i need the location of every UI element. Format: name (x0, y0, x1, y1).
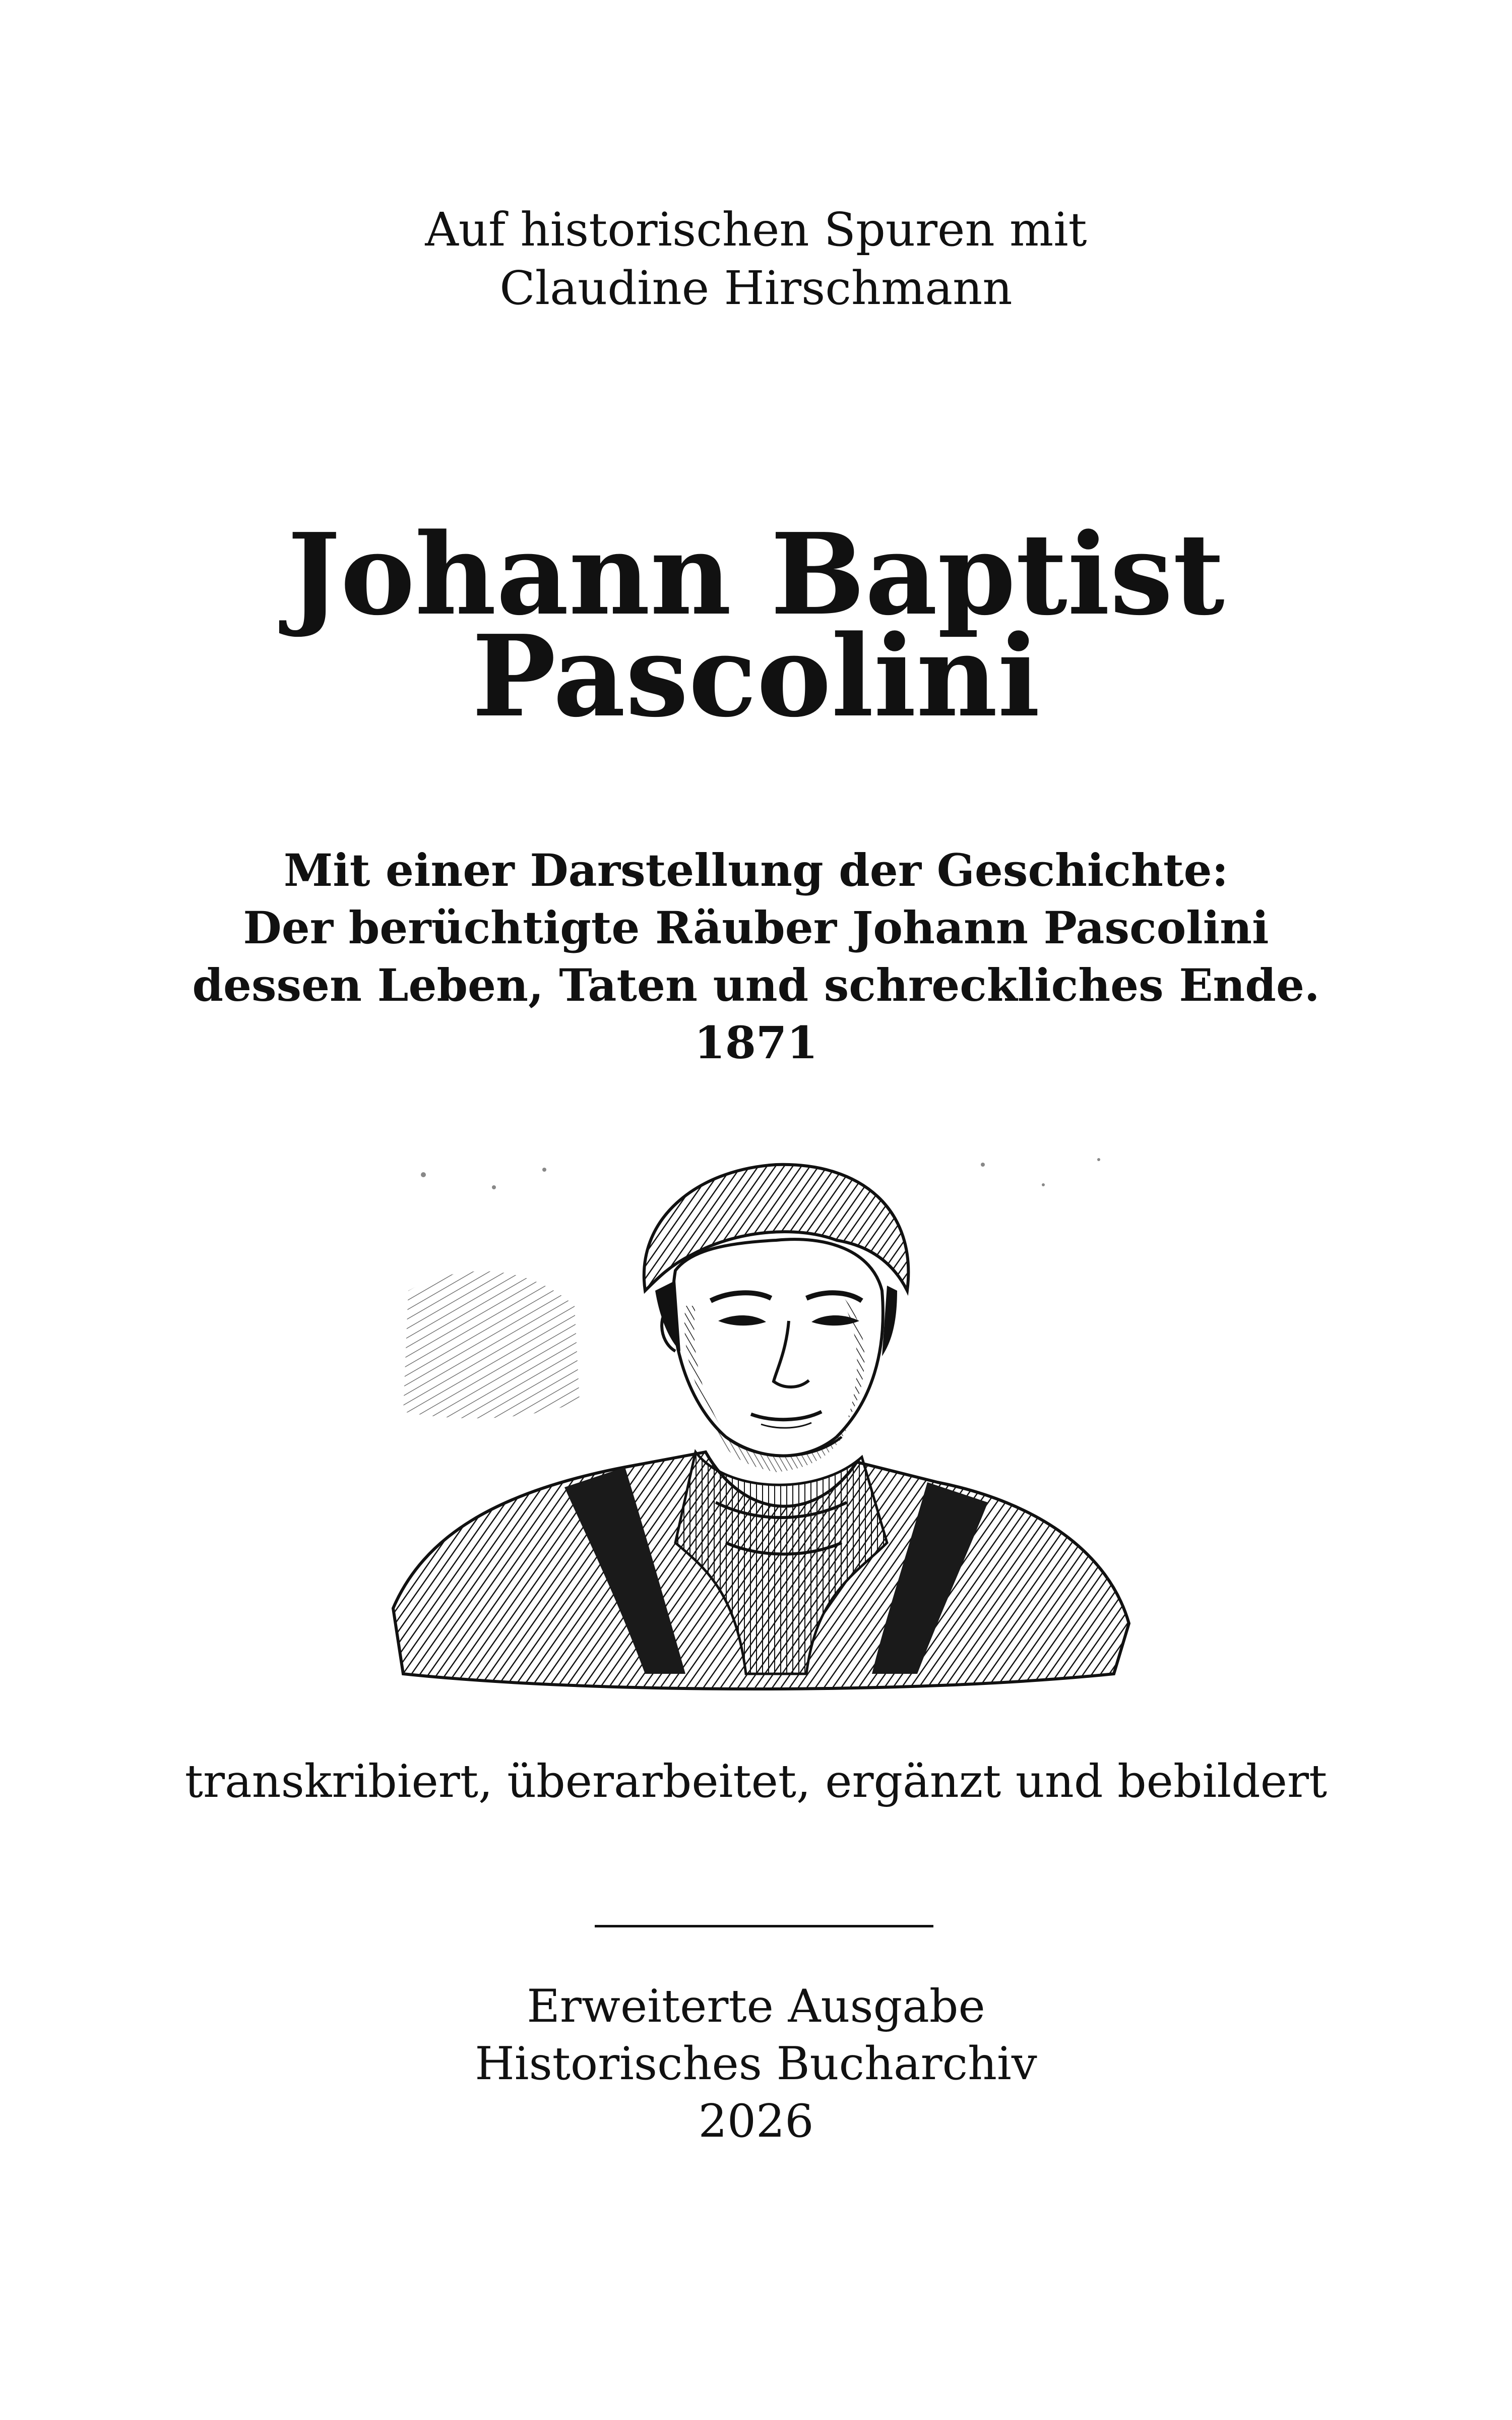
subtitle-line-3: dessen Leben, Taten und schreckliches Ende. (192, 959, 1320, 1011)
title-line-2: Pascolini (472, 611, 1040, 742)
portrait-engraving (363, 1139, 1159, 1704)
subtitle-line-2: Der berüchtigte Räuber Johann Pascolini (243, 901, 1269, 954)
intro-line-2: Claudine Hirschmann (499, 261, 1013, 315)
divider-rule (595, 1925, 933, 1927)
credit-line: transkribiert, überarbeitet, ergänzt und bebildert (184, 1755, 1328, 1808)
imprint-year: 2026 (698, 2095, 814, 2148)
subtitle-line-1: Mit einer Darstellung der Geschichte: (283, 844, 1229, 896)
title-line-1: Johann Baptist (287, 509, 1225, 640)
imprint-publisher: Historisches Bucharchiv (475, 2037, 1037, 2090)
imprint-edition: Erweiterte Ausgabe (527, 1980, 985, 2033)
intro-line-1: Auf historischen Spuren mit (425, 203, 1087, 257)
subtitle-year: 1871 (694, 1016, 818, 1069)
